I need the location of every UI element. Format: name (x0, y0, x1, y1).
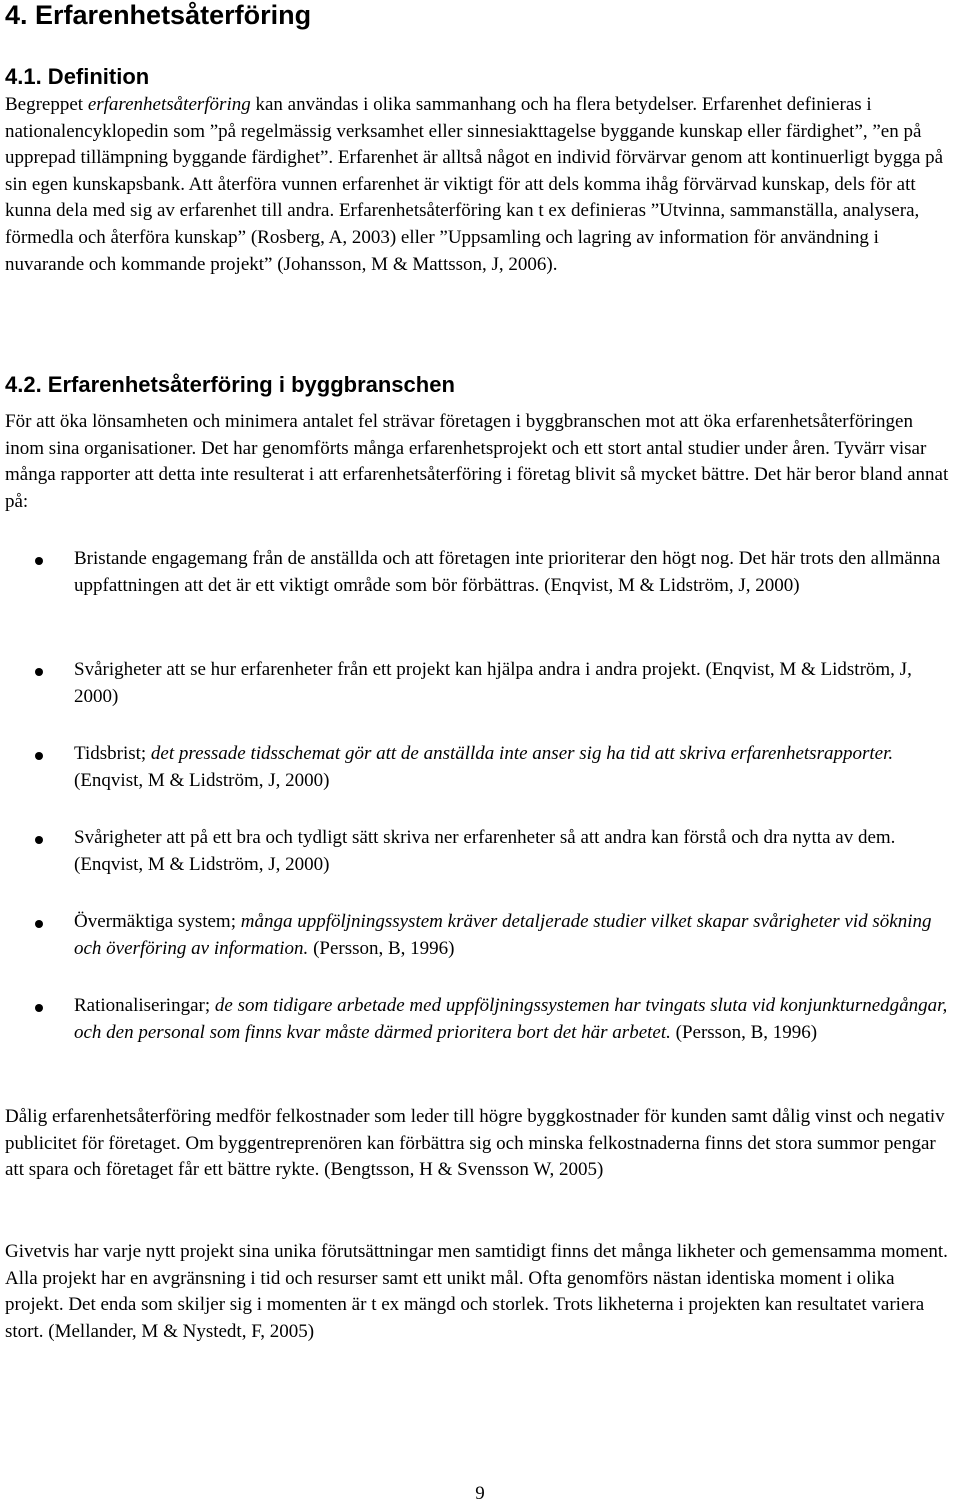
paragraph-construction: För att öka lönsamheten och minimera antalet fel strävar företagen i byggbranschen mot att öka erfarenhetsåterföringen inom sina organisationer. Det har genomförts många erfarenhetsprojekt och ett stort antal studier under åren. Tyvärr visar många rapporter att detta inte resulterat i att erfarenhetsåterföring i företag blivit så mycket bättre. Det här beror bland annat på: (5, 411, 949, 512)
list-item (0, 825, 960, 905)
list-item-text (74, 825, 954, 878)
list-item-text (74, 993, 954, 1046)
list-item-citation: (Persson, B, 1996) (670, 1021, 818, 1043)
list-item-lead: Svårigheter att på ett bra och tydligt sätt skriva ner erfarenheter så att andra kan förstå och dra nytta av dem. (Enqvist, M & Lidström, J, 2000) (74, 827, 896, 875)
list-item-lead: Tidsbrist; (74, 743, 151, 764)
bullet-icon (35, 1004, 43, 1012)
list-item-emphasis: det pressade tidsschemat gör att de anställda inte anser sig ha tid att skriva erfarenhetsrapporter. (150, 743, 894, 764)
chapter-heading: 4. Erfarenhetsåterföring (5, 0, 312, 30)
list-item-text (74, 657, 954, 710)
list-item-citation: (Persson, B, 1996) (308, 937, 455, 959)
bullet-icon (35, 557, 43, 565)
paragraph-definition-term: erfarenhetsåterföring (87, 94, 251, 115)
list-item-citation: (Enqvist, M & Lidström, J, 2000) (74, 769, 330, 791)
list-item (0, 546, 960, 626)
bullet-icon (35, 668, 43, 676)
list-item-text (74, 909, 954, 962)
bullet-icon (35, 920, 43, 928)
paragraph-definition-intro: Begreppet (5, 94, 88, 115)
section-heading-definition: 4.1. Definition (5, 64, 150, 89)
bullet-icon (35, 836, 43, 844)
list-item-emphasis: de som tidigare arbetade med uppföljningssystemen har tvingats sluta vid konjunkturnedgångar, och den personal som finns kvar måste därmed prioritera bort det här arbetet. (74, 995, 948, 1043)
paragraph-projects: Givetvis har varje nytt projekt sina unika förutsättningar men samtidigt finns det många likheter och gemensamma moment. Alla projekt har en avgränsning i tid och resurser samt ett unikt mål. Ofta genomförs nästan identiska moment i olika projekt. Det enda som skiljer sig i momenten är t ex mängd och storlek. Trots likheterna i projekten kan resultatet variera stort. (Mellander, M & Nystedt, F, 2005) (5, 1241, 948, 1342)
bullet-icon (35, 752, 43, 760)
section-heading-construction: 4.2. Erfarenhetsåterföring i byggbranschen (5, 372, 455, 397)
list-item-lead: Övermäktiga system; (74, 911, 241, 932)
list-item-lead: Bristande engagemang från de anställda och att företagen inte prioriterar den högt nog. Det här trots den allmänna uppfattningen att det är ett viktigt område som bör förbättras. (Enqvist, M & Lidström, J, 2000) (74, 548, 941, 596)
list-item-lead: Svårigheter att se hur erfarenheter från ett projekt kan hjälpa andra i andra projekt. (Enqvist, M & Lidström, J, 2000) (74, 659, 912, 707)
page-number: 9 (475, 1483, 485, 1504)
paragraph-cost: Dålig erfarenhetsåterföring medför felkostnader som leder till högre byggkostnader för kunden samt dålig vinst och negativ publicitet för företaget. Om byggentreprenören kan förbättra sig och minska felkostnaderna finns det stora summor pengar att spara och företaget får ett bättre rykte. (Bengtsson, H & Svensson W, 2005) (5, 1106, 945, 1181)
list-item (0, 741, 960, 821)
list-item-emphasis: många uppföljningssystem kräver detaljerade studier vilket skapar svårigheter vid sökning och överföring av information. (74, 911, 932, 959)
list-item (0, 657, 960, 737)
list-item-lead: Rationaliseringar; (74, 995, 215, 1016)
list-item-text (74, 546, 954, 599)
list-item (0, 909, 960, 989)
paragraph-definition-body: kan användas i olika sammanhang och ha flera betydelser. Erfarenhet definieras i nationalencyklopedin som ”på regelmässig verksamhet eller sinnesiakttagelse byggande kunskap eller färdighet”, ”en på upprepad tillämpning byggande färdighet”. Erfarenhet är alltså något en individ förvärvar genom att kontinuerligt bygga på sin egen kunskapsbank. Att återföra vunnen erfarenhet är viktigt för att dels komma ihåg förvärvad kunskap, dels för att kunna dela med sig av erfarenhet till andra. Erfarenhetsåterföring kan t ex definieras ”Utvinna, sammanställa, analysera, förmedla och återföra kunskap” (Rosberg, A, 2003) eller ”Uppsamling och lagring av information för användning i nuvarande och kommande projekt” (Johansson, M & Mattsson, J, 2006). (5, 94, 944, 275)
list-item (0, 993, 960, 1073)
paragraph-definition (5, 92, 955, 278)
list-item-text (74, 741, 954, 794)
